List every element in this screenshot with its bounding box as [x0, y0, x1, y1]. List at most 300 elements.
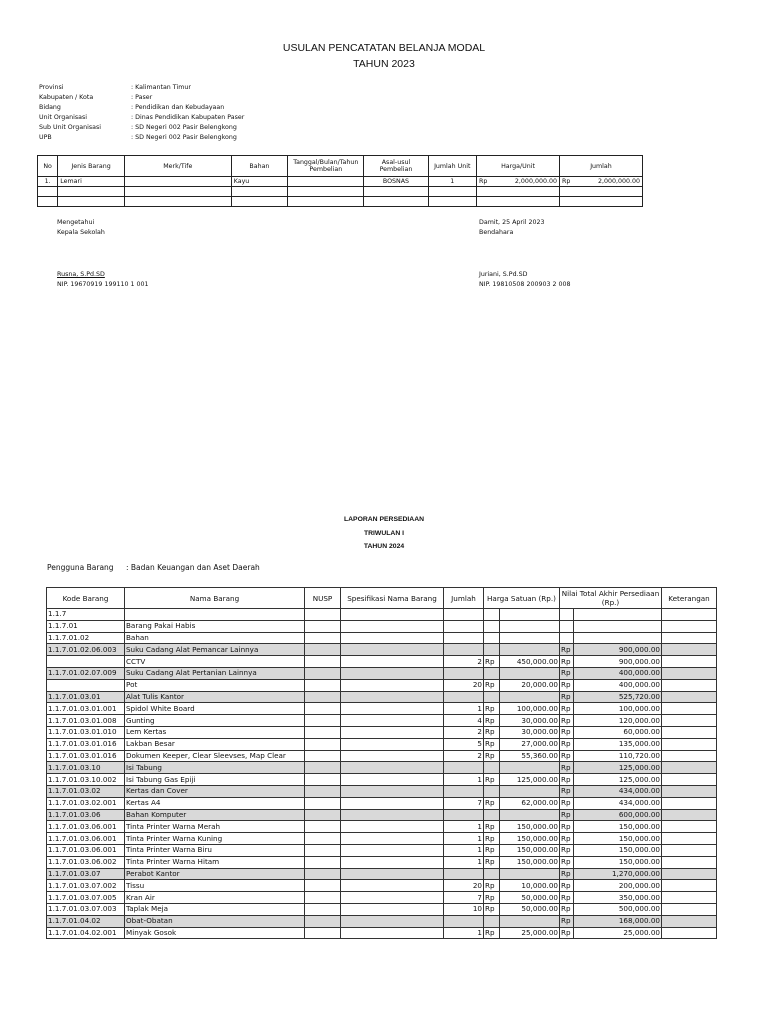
cell-jumlah: 1: [444, 774, 484, 786]
cell-rp-harga: Rp: [484, 833, 500, 845]
cell-kode: 1.1.7.01.03.01.010: [47, 726, 125, 738]
cell-nilai: 110,720.00: [574, 750, 662, 762]
cell-nilai: 525,720.00: [574, 691, 662, 703]
table-row: [47, 844, 717, 856]
doc2-title: LAPORAN PERSEDIAAN: [343, 516, 425, 523]
cell-nama: Suku Cadang Alat Pemancar Lainnya: [125, 644, 305, 656]
cell-spesifikasi: [341, 715, 444, 727]
cell-jumlah: [444, 632, 484, 644]
cell-kode: 1.1.7.01.03.07.002: [47, 880, 125, 892]
col-kode-barang: Kode Barang: [47, 588, 125, 609]
cell-jumlah: [444, 915, 484, 927]
info-row: [39, 93, 244, 103]
cell-harga: 62,000.00: [500, 797, 560, 809]
harga-value: 2,000,000.00: [514, 178, 557, 185]
table-row: [47, 644, 717, 656]
cell-keterangan: [662, 691, 717, 703]
cell-nilai: 150,000.00: [574, 856, 662, 868]
cell-nilai: 350,000.00: [574, 892, 662, 904]
cell-nusp: [305, 726, 341, 738]
cell-asal: BOSNAS: [364, 177, 428, 187]
cell-nusp: [305, 738, 341, 750]
table-row: [47, 915, 717, 927]
cell-keterangan: [662, 809, 717, 821]
cell-rp-nilai: Rp: [560, 927, 574, 939]
cell-jumlah: [444, 620, 484, 632]
info-label: Kabupaten / Kota: [39, 94, 94, 101]
cell-nusp: [305, 667, 341, 679]
cell-rp-nilai: Rp: [560, 715, 574, 727]
cell-keterangan: [662, 856, 717, 868]
cell-nilai: 120,000.00: [574, 715, 662, 727]
cell-keterangan: [662, 726, 717, 738]
cell-nusp: [305, 774, 341, 786]
doc1-title: USULAN PENCATATAN BELANJA MODAL: [282, 42, 486, 54]
sign-left-name-block: [57, 270, 149, 290]
cell-jumlah: [444, 762, 484, 774]
cell-spesifikasi: [341, 880, 444, 892]
table-row: [47, 903, 717, 915]
cell-nama: Gunting: [125, 715, 305, 727]
cell-harga: [500, 667, 560, 679]
cell-rp-nilai: Rp: [560, 726, 574, 738]
cell-nusp: [305, 833, 341, 845]
cell-rp-nilai: Rp: [560, 667, 574, 679]
col-jumlah: Jumlah: [559, 156, 642, 177]
cell-kode: [47, 679, 125, 691]
col-harga-unit: Harga/Unit: [477, 156, 560, 177]
cell-jumlah: [444, 868, 484, 880]
cell-nusp: [305, 868, 341, 880]
cell-jumlah: 1: [444, 927, 484, 939]
cell-rp-harga: Rp: [484, 750, 500, 762]
cell-nusp: [305, 656, 341, 668]
cell-nilai: [574, 609, 662, 621]
cell-rp-nilai: Rp: [560, 679, 574, 691]
cell-nilai: [574, 620, 662, 632]
cell-jumlah: [444, 667, 484, 679]
cell-rp-nilai: Rp: [560, 691, 574, 703]
cell-spesifikasi: [341, 821, 444, 833]
cell-nusp: [305, 620, 341, 632]
table-row: [47, 726, 717, 738]
cell-keterangan: [662, 703, 717, 715]
cell-nama: Lem Kertas: [125, 726, 305, 738]
cell-keterangan: [662, 667, 717, 679]
sign-right: [479, 218, 545, 238]
cell-kode: 1.1.7.01.03.10.002: [47, 774, 125, 786]
cell-keterangan: [662, 762, 717, 774]
cell-nama: Bahan Komputer: [125, 809, 305, 821]
cell-rp-nilai: Rp: [560, 844, 574, 856]
cell-spesifikasi: [341, 915, 444, 927]
cell-unit: 1: [428, 177, 477, 187]
table-row-empty: [38, 197, 643, 207]
cell-rp-nilai: Rp: [560, 833, 574, 845]
info-value: : Dinas Pendidikan Kabupaten Paser: [131, 114, 245, 121]
sign-left-l1: Mengetahui: [57, 219, 95, 226]
cell-nusp: [305, 797, 341, 809]
cell-harga: 100,000.00: [500, 703, 560, 715]
cell-merk: [124, 177, 231, 187]
cell-rp-harga: [484, 667, 500, 679]
cell-jumlah: 1: [444, 833, 484, 845]
cell-rp-harga: Rp: [484, 856, 500, 868]
cell-keterangan: [662, 656, 717, 668]
cell-rp-nilai: Rp: [560, 656, 574, 668]
cell-nama: Kertas A4: [125, 797, 305, 809]
table-row: [47, 738, 717, 750]
cell-nilai: 168,000.00: [574, 915, 662, 927]
cell-harga: 125,000.00: [500, 774, 560, 786]
cell-nama: Spidol White Board: [125, 703, 305, 715]
cell-rp-nilai: [560, 609, 574, 621]
info-row: [39, 133, 244, 143]
cell-jumlah: 1: [444, 821, 484, 833]
cell-keterangan: [662, 609, 717, 621]
col-merk: Merk/Tife: [124, 156, 231, 177]
cell-jumlah: 1: [444, 856, 484, 868]
cell-spesifikasi: [341, 903, 444, 915]
cell-rp-harga: [484, 762, 500, 774]
cell-jumlah: [444, 609, 484, 621]
cell-kode: 1.1.7.01.03.10: [47, 762, 125, 774]
cell-nama: CCTV: [125, 656, 305, 668]
cell-keterangan: [662, 632, 717, 644]
cell-kode: 1.1.7.01.03.02: [47, 785, 125, 797]
doc2-year: TAHUN 2024: [363, 543, 405, 550]
cell-spesifikasi: [341, 927, 444, 939]
col-bahan: Bahan: [231, 156, 287, 177]
cell-rp-nilai: Rp: [560, 750, 574, 762]
table-row: [47, 821, 717, 833]
info-row: [39, 103, 244, 113]
table-row: [47, 703, 717, 715]
info-label: Sub Unit Organisasi: [39, 124, 102, 131]
info-value: : Kalimantan Timur: [131, 84, 191, 91]
table-row: [47, 691, 717, 703]
cell-jumlah: 7: [444, 892, 484, 904]
cell-tanggal: [288, 177, 364, 187]
cell-nama: Obat-Obatan: [125, 915, 305, 927]
cell-rp-nilai: Rp: [560, 915, 574, 927]
table-row: [38, 177, 643, 187]
cell-nama: Kran Air: [125, 892, 305, 904]
cell-nama: Isi Tabung: [125, 762, 305, 774]
cell-rp-nilai: Rp: [560, 644, 574, 656]
sign-left-l2: Kepala Sekolah: [57, 229, 105, 236]
cell-nusp: [305, 903, 341, 915]
cell-spesifikasi: [341, 609, 444, 621]
cell-spesifikasi: [341, 762, 444, 774]
cell-keterangan: [662, 915, 717, 927]
col-keterangan: Keterangan: [662, 588, 717, 609]
cell-rp-harga: Rp: [484, 821, 500, 833]
table-row: [47, 833, 717, 845]
cell-jumlah: 1: [444, 844, 484, 856]
cell-nilai: 150,000.00: [574, 844, 662, 856]
cell-harga: 150,000.00: [500, 833, 560, 845]
cell-harga: [500, 762, 560, 774]
cell-spesifikasi: [341, 656, 444, 668]
table-row: [47, 797, 717, 809]
cell-keterangan: [662, 620, 717, 632]
cell-jumlah: 2: [444, 726, 484, 738]
cell-kode: 1.1.7.01.02.07.009: [47, 667, 125, 679]
cell-harga: 27,000.00: [500, 738, 560, 750]
cell-harga: 450,000.00: [500, 656, 560, 668]
cell-harga: [500, 609, 560, 621]
cell-rp-harga: Rp: [484, 703, 500, 715]
cell-rp-harga: [484, 632, 500, 644]
cell-nama: Tinta Printer Warna Hitam: [125, 856, 305, 868]
cell-kode: 1.1.7.01.02.06.003: [47, 644, 125, 656]
cell-nama: Isi Tabung Gas Epiji: [125, 774, 305, 786]
cell-nama: Tissu: [125, 880, 305, 892]
info-value: : SD Negeri 002 Pasir Belengkong: [131, 124, 237, 131]
cell-spesifikasi: [341, 703, 444, 715]
cell-nusp: [305, 679, 341, 691]
currency-label: Rp: [479, 178, 488, 185]
col-tanggal: Tanggal/Bulan/Tahun Pembelian: [288, 156, 364, 177]
cell-rp-harga: Rp: [484, 880, 500, 892]
cell-keterangan: [662, 880, 717, 892]
cell-spesifikasi: [341, 856, 444, 868]
cell-rp-harga: Rp: [484, 715, 500, 727]
cell-nama: Tinta Printer Warna Kuning: [125, 833, 305, 845]
cell-harga: 55,360.00: [500, 750, 560, 762]
info-row: [39, 123, 244, 133]
cell-kode: 1.1.7.01.03.01.016: [47, 750, 125, 762]
cell-rp-harga: [484, 868, 500, 880]
cell-harga: 150,000.00: [500, 821, 560, 833]
cell-rp-harga: [484, 915, 500, 927]
cell-rp-harga: Rp: [484, 927, 500, 939]
cell-kode: 1.1.7.01.03.06.002: [47, 856, 125, 868]
table-row: [47, 774, 717, 786]
cell-rp-harga: Rp: [484, 726, 500, 738]
cell-rp-nilai: Rp: [560, 797, 574, 809]
cell-rp-nilai: Rp: [560, 774, 574, 786]
info-label: UPB: [39, 134, 52, 141]
cell-rp-nilai: Rp: [560, 762, 574, 774]
cell-kode: 1.1.7.01.03.07: [47, 868, 125, 880]
cell-harga: 30,000.00: [500, 726, 560, 738]
cell-rp-harga: Rp: [484, 844, 500, 856]
col-nilai-total: Nilai Total Akhir Persediaan (Rp.): [560, 588, 662, 609]
cell-nilai: 100,000.00: [574, 703, 662, 715]
cell-keterangan: [662, 821, 717, 833]
cell-harga: 20,000.00: [500, 679, 560, 691]
cell-nusp: [305, 927, 341, 939]
cell-nama: Suku Cadang Alat Pertanian Lainnya: [125, 667, 305, 679]
cell-jumlah: [559, 177, 642, 187]
cell-nilai: 600,000.00: [574, 809, 662, 821]
cell-harga: 30,000.00: [500, 715, 560, 727]
cell-nusp: [305, 762, 341, 774]
cell-rp-harga: Rp: [484, 797, 500, 809]
cell-nilai: 125,000.00: [574, 774, 662, 786]
cell-nilai: 25,000.00: [574, 927, 662, 939]
info-label: Unit Organisasi: [39, 114, 88, 121]
cell-kode: 1.1.7.01.03.06.001: [47, 844, 125, 856]
cell-nama: [125, 609, 305, 621]
cell-harga: [477, 177, 560, 187]
table-row: [47, 620, 717, 632]
cell-nilai: 60,000.00: [574, 726, 662, 738]
sign-left-name: Rusna, S.Pd.SD: [57, 271, 105, 278]
sign-right-l2: Bendahara: [479, 229, 514, 236]
cell-jumlah: 2: [444, 750, 484, 762]
cell-spesifikasi: [341, 738, 444, 750]
cell-keterangan: [662, 774, 717, 786]
cell-rp-harga: [484, 809, 500, 821]
cell-rp-nilai: Rp: [560, 809, 574, 821]
cell-nama: Perabot Kantor: [125, 868, 305, 880]
cell-kode: 1.1.7.01.02: [47, 632, 125, 644]
cell-kode: 1.1.7.01.04.02: [47, 915, 125, 927]
col-spesifikasi: Spesifikasi Nama Barang: [341, 588, 444, 609]
cell-harga: 50,000.00: [500, 892, 560, 904]
table-row-empty: [38, 187, 643, 197]
cell-rp-harga: Rp: [484, 774, 500, 786]
cell-nusp: [305, 609, 341, 621]
cell-spesifikasi: [341, 691, 444, 703]
cell-nilai: 400,000.00: [574, 667, 662, 679]
cell-harga: [500, 644, 560, 656]
cell-spesifikasi: [341, 833, 444, 845]
cell-harga: [500, 868, 560, 880]
table-row: [47, 632, 717, 644]
cell-nusp: [305, 892, 341, 904]
cell-rp-nilai: Rp: [560, 903, 574, 915]
cell-kode: 1.1.7.01.03.01.008: [47, 715, 125, 727]
cell-kode: 1.1.7.01.03.06.001: [47, 821, 125, 833]
info-value: : Pendidikan dan Kebudayaan: [131, 104, 225, 111]
cell-rp-harga: [484, 644, 500, 656]
sign-right-nip: NIP. 19810508 200903 2 008: [479, 281, 571, 288]
sign-right-l1: Damit, 25 April 2023: [479, 219, 545, 226]
cell-nusp: [305, 809, 341, 821]
table-row: [47, 785, 717, 797]
cell-spesifikasi: [341, 868, 444, 880]
cell-jumlah: 2: [444, 656, 484, 668]
cell-keterangan: [662, 750, 717, 762]
cell-spesifikasi: [341, 774, 444, 786]
col-nusp: NUSP: [305, 588, 341, 609]
cell-harga: [500, 632, 560, 644]
cell-jumlah: [444, 691, 484, 703]
cell-spesifikasi: [341, 632, 444, 644]
cell-harga: 150,000.00: [500, 856, 560, 868]
cell-nusp: [305, 844, 341, 856]
cell-nama: Barang Pakai Habis: [125, 620, 305, 632]
cell-nilai: 434,000.00: [574, 785, 662, 797]
cell-nama: Bahan: [125, 632, 305, 644]
cell-nilai: 200,000.00: [574, 880, 662, 892]
cell-keterangan: [662, 833, 717, 845]
table-row: [47, 868, 717, 880]
table-row: [47, 609, 717, 621]
sign-right-name: Juriani, S.Pd.SD: [479, 271, 528, 278]
cell-jumlah: [444, 809, 484, 821]
cell-rp-nilai: Rp: [560, 703, 574, 715]
cell-nama: Kertas dan Cover: [125, 785, 305, 797]
cell-harga: 50,000.00: [500, 903, 560, 915]
cell-keterangan: [662, 679, 717, 691]
doc1-subtitle: TAHUN 2023: [353, 58, 415, 70]
cell-kode: 1.1.7.01.04.02.001: [47, 927, 125, 939]
pengguna-value: : Badan Keuangan dan Aset Daerah: [126, 563, 260, 572]
cell-kode: [47, 656, 125, 668]
cell-jumlah: 10: [444, 903, 484, 915]
cell-nusp: [305, 632, 341, 644]
cell-kode: 1.1.7.01.03.01.016: [47, 738, 125, 750]
cell-nama: Tinta Printer Warna Biru: [125, 844, 305, 856]
cell-nusp: [305, 821, 341, 833]
cell-nusp: [305, 750, 341, 762]
cell-nama: Taplak Meja: [125, 903, 305, 915]
info-row: [39, 83, 244, 93]
cell-nusp: [305, 691, 341, 703]
cell-kode: 1.1.7.01.03.07.005: [47, 892, 125, 904]
col-jenis-barang: Jenis Barang: [58, 156, 125, 177]
cell-kode: 1.1.7.01.03.01.001: [47, 703, 125, 715]
cell-kode: 1.1.7.01.03.07.003: [47, 903, 125, 915]
cell-jenis: Lemari: [58, 177, 125, 187]
cell-rp-harga: Rp: [484, 903, 500, 915]
cell-nama: Minyak Gosok: [125, 927, 305, 939]
cell-harga: [500, 915, 560, 927]
cell-keterangan: [662, 868, 717, 880]
cell-spesifikasi: [341, 679, 444, 691]
cell-keterangan: [662, 797, 717, 809]
sign-left: [57, 218, 105, 238]
cell-nilai: 500,000.00: [574, 903, 662, 915]
table-row: [47, 750, 717, 762]
cell-kode: 1.1.7.01.03.02.001: [47, 797, 125, 809]
cell-rp-harga: [484, 785, 500, 797]
cell-jumlah: [444, 785, 484, 797]
cell-nilai: 135,000.00: [574, 738, 662, 750]
cell-nama: Lakban Besar: [125, 738, 305, 750]
cell-nilai: 150,000.00: [574, 821, 662, 833]
table-row: [47, 809, 717, 821]
cell-keterangan: [662, 715, 717, 727]
cell-keterangan: [662, 785, 717, 797]
cell-harga: [500, 809, 560, 821]
cell-rp-harga: [484, 620, 500, 632]
cell-spesifikasi: [341, 809, 444, 821]
col-harga-satuan: Harga Satuan (Rp.): [484, 588, 560, 609]
cell-harga: 150,000.00: [500, 844, 560, 856]
table-row: [47, 892, 717, 904]
col-nama-barang: Nama Barang: [125, 588, 305, 609]
doc2-subtitle: TRIWULAN I: [363, 530, 405, 537]
table-row: [47, 762, 717, 774]
info-value: : SD Negeri 002 Pasir Belengkong: [131, 134, 237, 141]
sign-right-name-block: [479, 270, 571, 290]
cell-harga: [500, 785, 560, 797]
cell-nama: Dokumen Keeper, Clear Sleevses, Map Clear: [125, 750, 305, 762]
cell-kode: 1.1.7.01: [47, 620, 125, 632]
cell-keterangan: [662, 738, 717, 750]
cell-rp-nilai: [560, 620, 574, 632]
cell-jumlah: 4: [444, 715, 484, 727]
cell-spesifikasi: [341, 750, 444, 762]
cell-jumlah: 20: [444, 880, 484, 892]
cell-jumlah: 1: [444, 703, 484, 715]
